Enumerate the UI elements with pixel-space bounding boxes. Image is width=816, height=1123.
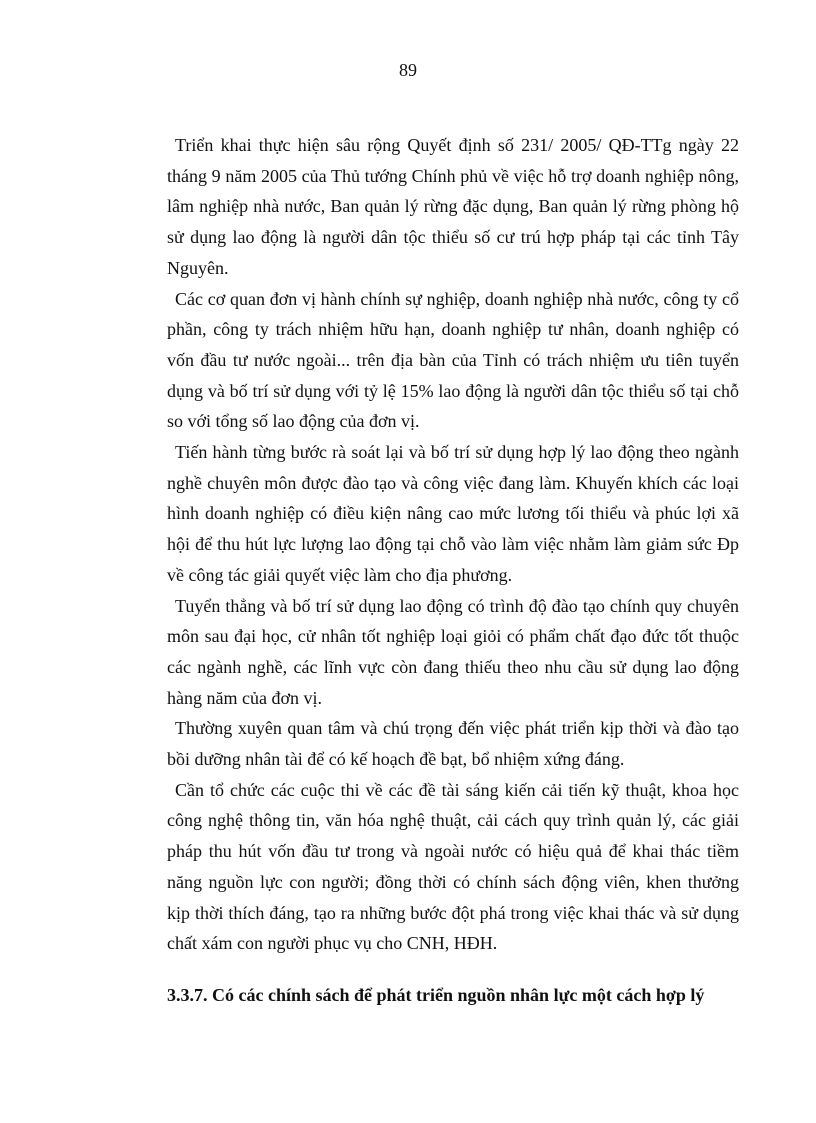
paragraph-3: Tiến hành từng bước rà soát lại và bố trí sử dụng hợp lý lao động theo ngành nghề chuyên môn được đào tạo và công việc đang làm. Khuyến khích các loại hình doanh nghiệp có điều kiện nâng cao mức lương tối thiểu và phúc lợi xã hội để thu hút lực lượng lao động tại chỗ vào làm việc nhằm làm giảm sức Đp về công tác giải quyết việc làm cho địa phương. — [167, 442, 739, 585]
paragraph-5: Thường xuyên quan tâm và chú trọng đến việc phát triển kịp thời và đào tạo bồi dưỡng nhân tài để có kế hoạch đề bạt, bổ nhiệm xứng đáng. — [167, 718, 739, 770]
body-text — [167, 130, 739, 959]
paragraph-6: Cần tổ chức các cuộc thi về các đề tài sáng kiến cải tiến kỹ thuật, khoa học công nghệ thông tin, văn hóa nghệ thuật, cải cách quy trình quản lý, các giải pháp thu hút vốn đầu tư trong và ngoài nước có hiệu quả để khai thác tiềm năng nguồn lực con người; đồng thời có chính sách động viên, khen thưởng kịp thời thích đáng, tạo ra những bước đột phá trong việc khai thác và sử dụng chất xám con người phục vụ cho CNH, HĐH. — [167, 779, 739, 954]
paragraph-1: Triển khai thực hiện sâu rộng Quyết định số 231/ 2005/ QĐ-TTg ngày 22 tháng 9 năm 2005 của Thủ tướng Chính phủ về việc hỗ trợ doanh nghiệp nông, lâm nghiệp nhà nước, Ban quản lý rừng đặc dụng, Ban quản lý rừng phòng hộ sử dụng lao động là người dân tộc thiểu số cư trú hợp pháp tại các tỉnh Tây Nguyên. — [167, 135, 739, 278]
page-number: 89 — [399, 60, 417, 80]
paragraph-4: Tuyển thẳng và bố trí sử dụng lao động có trình độ đào tạo chính quy chuyên môn sau đại học, cử nhân tốt nghiệp loại giỏi có phẩm chất đạo đức tốt thuộc các ngành nghề, các lĩnh vực còn đang thiếu theo nhu cầu sử dụng lao động hàng năm của đơn vị. — [167, 595, 739, 708]
paragraph-2: Các cơ quan đơn vị hành chính sự nghiệp, doanh nghiệp nhà nước, công ty cổ phần, công ty trách nhiệm hữu hạn, doanh nghiệp tư nhân, doanh nghiệp có vốn đầu tư nước ngoài... trên địa bàn của Tỉnh có trách nhiệm ưu tiên tuyển dụng và bố trí sử dụng với tỷ lệ 15% lao động là người dân tộc thiểu số tại chỗ so với tổng số lao động của đơn vị. — [167, 288, 739, 432]
section-heading: 3.3.7. Có các chính sách để phát triển nguồn nhân lực một cách hợp lý — [167, 985, 705, 1005]
